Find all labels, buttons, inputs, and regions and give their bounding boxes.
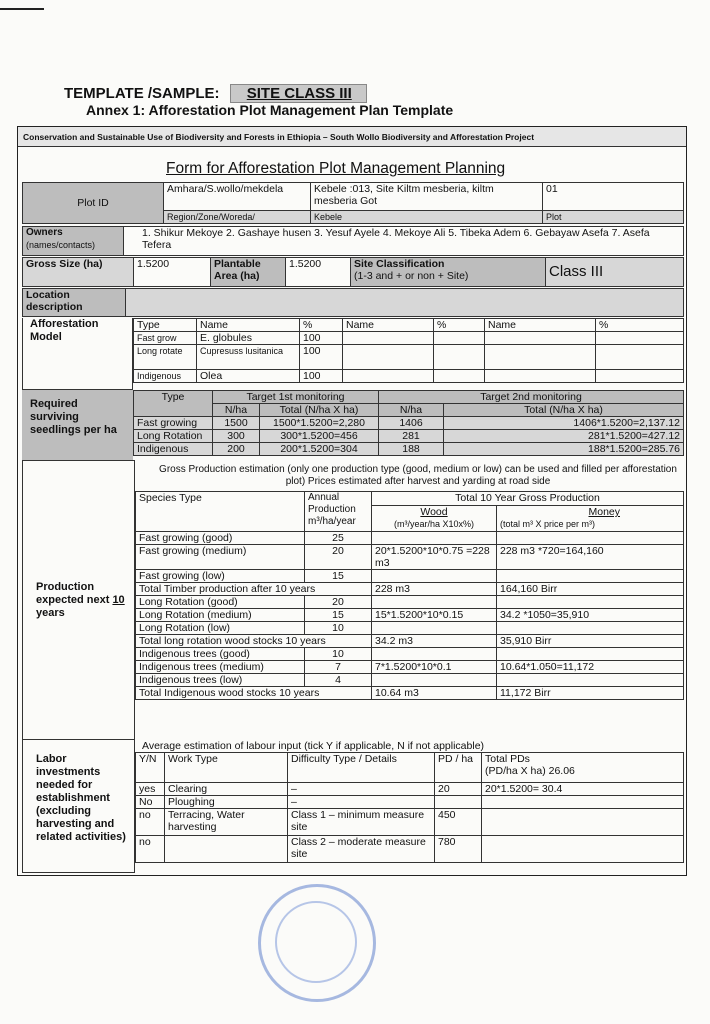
location-label: Location description (23, 289, 126, 317)
model-row-pct-2[interactable] (434, 370, 485, 383)
money-header (497, 506, 684, 532)
labor-header-work: Work Type (165, 753, 288, 783)
annex-title: Annex 1: Afforestation Plot Management Plan Template (86, 102, 454, 118)
target1-total-header: Total (N/ha X ha) (260, 404, 379, 417)
labor-row-pd[interactable] (435, 796, 482, 809)
seedlings-row-t2[interactable]: 1406*1.5200=2,137.12 (444, 417, 684, 430)
target1-header: Target 1st monitoring (213, 391, 379, 404)
production-row-annual[interactable]: 10 (305, 622, 372, 635)
seedlings-row-n2[interactable]: 281 (379, 430, 444, 443)
production-row-wood[interactable]: 20*1.5200*10*0.75 =228 m3 (372, 545, 497, 570)
model-row-name-2[interactable] (343, 345, 434, 370)
target2-total-header: Total (N/ha X ha) (444, 404, 684, 417)
site-class-badge: SITE CLASS III (230, 84, 367, 103)
plantable-value[interactable]: 1.5200 (286, 258, 351, 287)
species-header: Species Type (136, 492, 305, 532)
labor-note: Average estimation of labour input (tick Y if applicable, N if not applicable) (142, 740, 485, 752)
labor-row-difficulty: Class 1 – minimum measure site (288, 809, 435, 836)
production-row-species: Indigenous trees (good) (136, 648, 305, 661)
production-row-species: Fast growing (low) (136, 570, 305, 583)
production-row-species: Fast growing (medium) (136, 545, 305, 570)
official-seal (258, 884, 376, 1002)
plan-form-sheet (17, 126, 687, 876)
production-table (135, 491, 684, 700)
model-row-pct-2[interactable] (434, 345, 485, 370)
model-row-name[interactable]: Olea (197, 370, 300, 383)
production-row-annual[interactable]: 4 (305, 674, 372, 687)
model-row-name-2[interactable] (343, 370, 434, 383)
model-header-type: Type (134, 319, 197, 332)
production-row-annual[interactable]: 15 (305, 570, 372, 583)
model-header-name-3: Name (485, 319, 596, 332)
production-row-wood[interactable] (372, 532, 497, 545)
production-total-money[interactable]: 164,160 Birr (497, 583, 684, 596)
production-total-wood[interactable]: 228 m3 (372, 583, 497, 596)
production-row-wood[interactable] (372, 674, 497, 687)
labor-row-total[interactable]: 20*1.5200= 30.4 (482, 783, 684, 796)
production-row-money[interactable] (497, 532, 684, 545)
production-row-wood[interactable] (372, 570, 497, 583)
production-row-annual[interactable]: 25 (305, 532, 372, 545)
production-row-species: Long Rotation (good) (136, 596, 305, 609)
site-classification-title: Site Classification (354, 258, 445, 270)
seedlings-table (133, 390, 684, 456)
model-row-type: Indigenous (134, 370, 197, 383)
kebele-caption: Kebele (311, 211, 543, 224)
production-row-money[interactable]: 34.2 *1050=35,910 (497, 609, 684, 622)
production-row-annual[interactable]: 15 (305, 609, 372, 622)
labor-table (135, 752, 684, 863)
production-row-species: Indigenous trees (medium) (136, 661, 305, 674)
labor-row-pd[interactable]: 20 (435, 783, 482, 796)
model-row-pct[interactable]: 100 (300, 345, 343, 370)
seedlings-type-header: Type (134, 391, 213, 417)
template-heading (64, 84, 367, 103)
production-note: Gross Production estimation (only one production type (good, medium or low) can be used and filled per afforestation plot) Prices estimated after harvest and yarding at road side (159, 464, 677, 487)
production-row-wood[interactable] (372, 622, 497, 635)
model-header-pct-2: % (434, 319, 485, 332)
seedlings-row-type: Fast growing (134, 417, 213, 430)
plot-id-label: Plot ID (23, 183, 164, 224)
production-row-money[interactable]: 10.64*1.050=11,172 (497, 661, 684, 674)
production-total-label: Total long rotation wood stocks 10 years (136, 635, 372, 648)
seedlings-label: Required surviving seedlings per ha (30, 398, 117, 436)
production-row-money[interactable] (497, 622, 684, 635)
kebele-value[interactable]: Kebele :013, Site Kiltm mesberia, kiltm mesberia Got (311, 183, 543, 211)
model-row-name-3[interactable] (485, 332, 596, 345)
seedlings-row-type: Long Rotation (134, 430, 213, 443)
production-row-species: Indigenous trees (low) (136, 674, 305, 687)
plot-caption: Plot (543, 211, 684, 224)
plantable-label: Plantable Area (ha) (211, 258, 286, 287)
model-row-name-3[interactable] (485, 370, 596, 383)
labor-row-difficulty: – (288, 796, 435, 809)
production-row-wood[interactable] (372, 648, 497, 661)
production-row-money[interactable] (497, 570, 684, 583)
labor-row-yn[interactable]: no (136, 836, 165, 863)
labor-header-pd: PD / ha (435, 753, 482, 783)
model-header-pct-1: % (300, 319, 343, 332)
labor-row-pd[interactable]: 780 (435, 836, 482, 863)
region-value[interactable]: Amhara/S.wollo/mekdela (164, 183, 311, 211)
labor-header-total (482, 753, 684, 783)
target2-header: Target 2nd monitoring (379, 391, 684, 404)
location-value[interactable] (126, 289, 684, 317)
labor-row-total[interactable] (482, 836, 684, 863)
production-row-annual[interactable]: 10 (305, 648, 372, 661)
model-header-name-2: Name (343, 319, 434, 332)
owners-label (23, 227, 124, 256)
production-label-text: Production expected next (36, 581, 110, 606)
model-row-pct[interactable]: 100 (300, 370, 343, 383)
annual-header: Annual Production m³/ha/year (305, 492, 372, 532)
labor-header-total-title: Total PDs (485, 753, 530, 765)
model-row-pct[interactable]: 100 (300, 332, 343, 345)
production-row-species: Long Rotation (medium) (136, 609, 305, 622)
labor-row-difficulty: Class 2 – moderate measure site (288, 836, 435, 863)
gross-size-table (22, 257, 684, 287)
seedlings-row-n1[interactable]: 300 (213, 430, 260, 443)
production-row-annual[interactable]: 7 (305, 661, 372, 674)
project-strip: Conservation and Sustainable Use of Biodiversity and Forests in Ethiopia – South Wollo Biodiversity and Afforestation Project (18, 127, 686, 147)
seedlings-row-n1[interactable]: 200 (213, 443, 260, 456)
plot-id-table (22, 182, 684, 224)
labor-label: Labor investments needed for establishment (excluding harvesting and related activities) (36, 753, 126, 843)
production-total-wood[interactable]: 34.2 m3 (372, 635, 497, 648)
production-label-cell (22, 460, 135, 740)
seedlings-row-t1[interactable]: 200*1.5200=304 (260, 443, 379, 456)
production-row-money[interactable] (497, 674, 684, 687)
production-row-wood[interactable]: 7*1.5200*10*0.1 (372, 661, 497, 674)
form-title: Form for Afforestation Plot Management Planning (166, 160, 506, 177)
model-row-name-2[interactable] (343, 332, 434, 345)
production-label-suffix: years (36, 607, 65, 619)
owners-title: Owners (26, 227, 63, 238)
seedlings-row-t1[interactable]: 300*1.5200=456 (260, 430, 379, 443)
labor-row-yn[interactable]: no (136, 809, 165, 836)
production-row-money[interactable] (497, 648, 684, 661)
seedlings-row-t2[interactable]: 188*1.5200=285.76 (444, 443, 684, 456)
labor-row-work: Clearing (165, 783, 288, 796)
labor-row-yn[interactable]: yes (136, 783, 165, 796)
site-classification-sub: (1-3 and + or non + Site) (354, 270, 469, 282)
seedlings-row-t1[interactable]: 1500*1.5200=2,280 (260, 417, 379, 430)
labor-row-difficulty: – (288, 783, 435, 796)
labor-row-work: Terracing, Water harvesting (165, 809, 288, 836)
model-row-pct-2[interactable] (434, 332, 485, 345)
afforestation-model-label: Afforestation Model (30, 318, 99, 343)
model-label-cell (22, 318, 133, 390)
production-total-wood[interactable]: 10.64 m3 (372, 687, 497, 700)
model-row-pct-3[interactable] (596, 370, 684, 383)
class-value[interactable]: Class III (546, 258, 684, 287)
production-row-annual[interactable]: 20 (305, 596, 372, 609)
target1-nha-header: N/ha (213, 404, 260, 417)
plot-value[interactable]: 01 (543, 183, 684, 211)
production-row-money[interactable]: 228 m3 *720=164,160 (497, 545, 684, 570)
production-total-label: Total Indigenous wood stocks 10 years (136, 687, 372, 700)
model-row-name[interactable]: E. globules (197, 332, 300, 345)
production-row-species: Fast growing (good) (136, 532, 305, 545)
model-header-name-1: Name (197, 319, 300, 332)
model-row-name-3[interactable] (485, 345, 596, 370)
target2-nha-header: N/ha (379, 404, 444, 417)
seedlings-row-t2[interactable]: 281*1.5200=427.12 (444, 430, 684, 443)
labor-row-total[interactable] (482, 796, 684, 809)
production-row-wood[interactable]: 15*1.5200*10*0.15 (372, 609, 497, 622)
site-classification-label (351, 258, 546, 287)
labor-row-yn[interactable]: No (136, 796, 165, 809)
labor-header-difficulty: Difficulty Type / Details (288, 753, 435, 783)
production-row-wood[interactable] (372, 596, 497, 609)
model-row-name[interactable]: Cupresuss lusitanica (197, 345, 300, 370)
seedlings-row-n2[interactable]: 1406 (379, 417, 444, 430)
owners-value[interactable]: 1. Shikur Mekoye 2. Gashaye husen 3. Yesuf Ayele 4. Mekoye Ali 5. Tibeka Adem 6. Gebayaw Asefa 7. Asefa Tefera (124, 227, 684, 256)
wood-header-sub: (m³/year/ha X10x%) (393, 519, 475, 529)
labor-row-work: Ploughing (165, 796, 288, 809)
seedlings-row-n2[interactable]: 188 (379, 443, 444, 456)
labor-row-work (165, 836, 288, 863)
template-label: TEMPLATE /SAMPLE: (64, 85, 220, 102)
labor-header-total-sub: (PD/ha X ha) 26.06 (485, 765, 575, 777)
production-total-money[interactable]: 11,172 Birr (497, 687, 684, 700)
total-production-header: Total 10 Year Gross Production (372, 492, 684, 506)
production-row-species: Long Rotation (low) (136, 622, 305, 635)
location-table (22, 288, 684, 317)
gross-size-value[interactable]: 1.5200 (134, 258, 211, 287)
corner-mark (0, 8, 44, 10)
model-row-type: Long rotate (134, 345, 197, 370)
seedlings-row-type: Indigenous (134, 443, 213, 456)
production-total-label: Total Timber production after 10 years (136, 583, 372, 596)
afforestation-model-table (133, 318, 684, 383)
model-row-pct-3[interactable] (596, 345, 684, 370)
labor-label-cell (22, 740, 135, 873)
production-label-years: 10 (112, 594, 125, 606)
owners-sub: (names/contacts) (26, 240, 96, 250)
model-row-type: Fast grow (134, 332, 197, 345)
labor-row-pd[interactable]: 450 (435, 809, 482, 836)
seedlings-row-n1[interactable]: 1500 (213, 417, 260, 430)
labor-row-total[interactable] (482, 809, 684, 836)
production-row-annual[interactable]: 20 (305, 545, 372, 570)
labor-header-yn: Y/N (136, 753, 165, 783)
money-header-sub: (total m³ X price per m³) (500, 519, 596, 529)
wood-header-title: Wood (420, 506, 448, 518)
gross-size-label: Gross Size (ha) (23, 258, 134, 287)
model-row-pct-3[interactable] (596, 332, 684, 345)
region-caption: Region/Zone/Woreda/ (164, 211, 311, 224)
owners-table (22, 226, 684, 256)
production-total-money[interactable]: 35,910 Birr (497, 635, 684, 648)
wood-header (372, 506, 497, 532)
model-header-pct-3: % (596, 319, 684, 332)
money-header-title: Money (588, 506, 620, 518)
production-row-money[interactable] (497, 596, 684, 609)
